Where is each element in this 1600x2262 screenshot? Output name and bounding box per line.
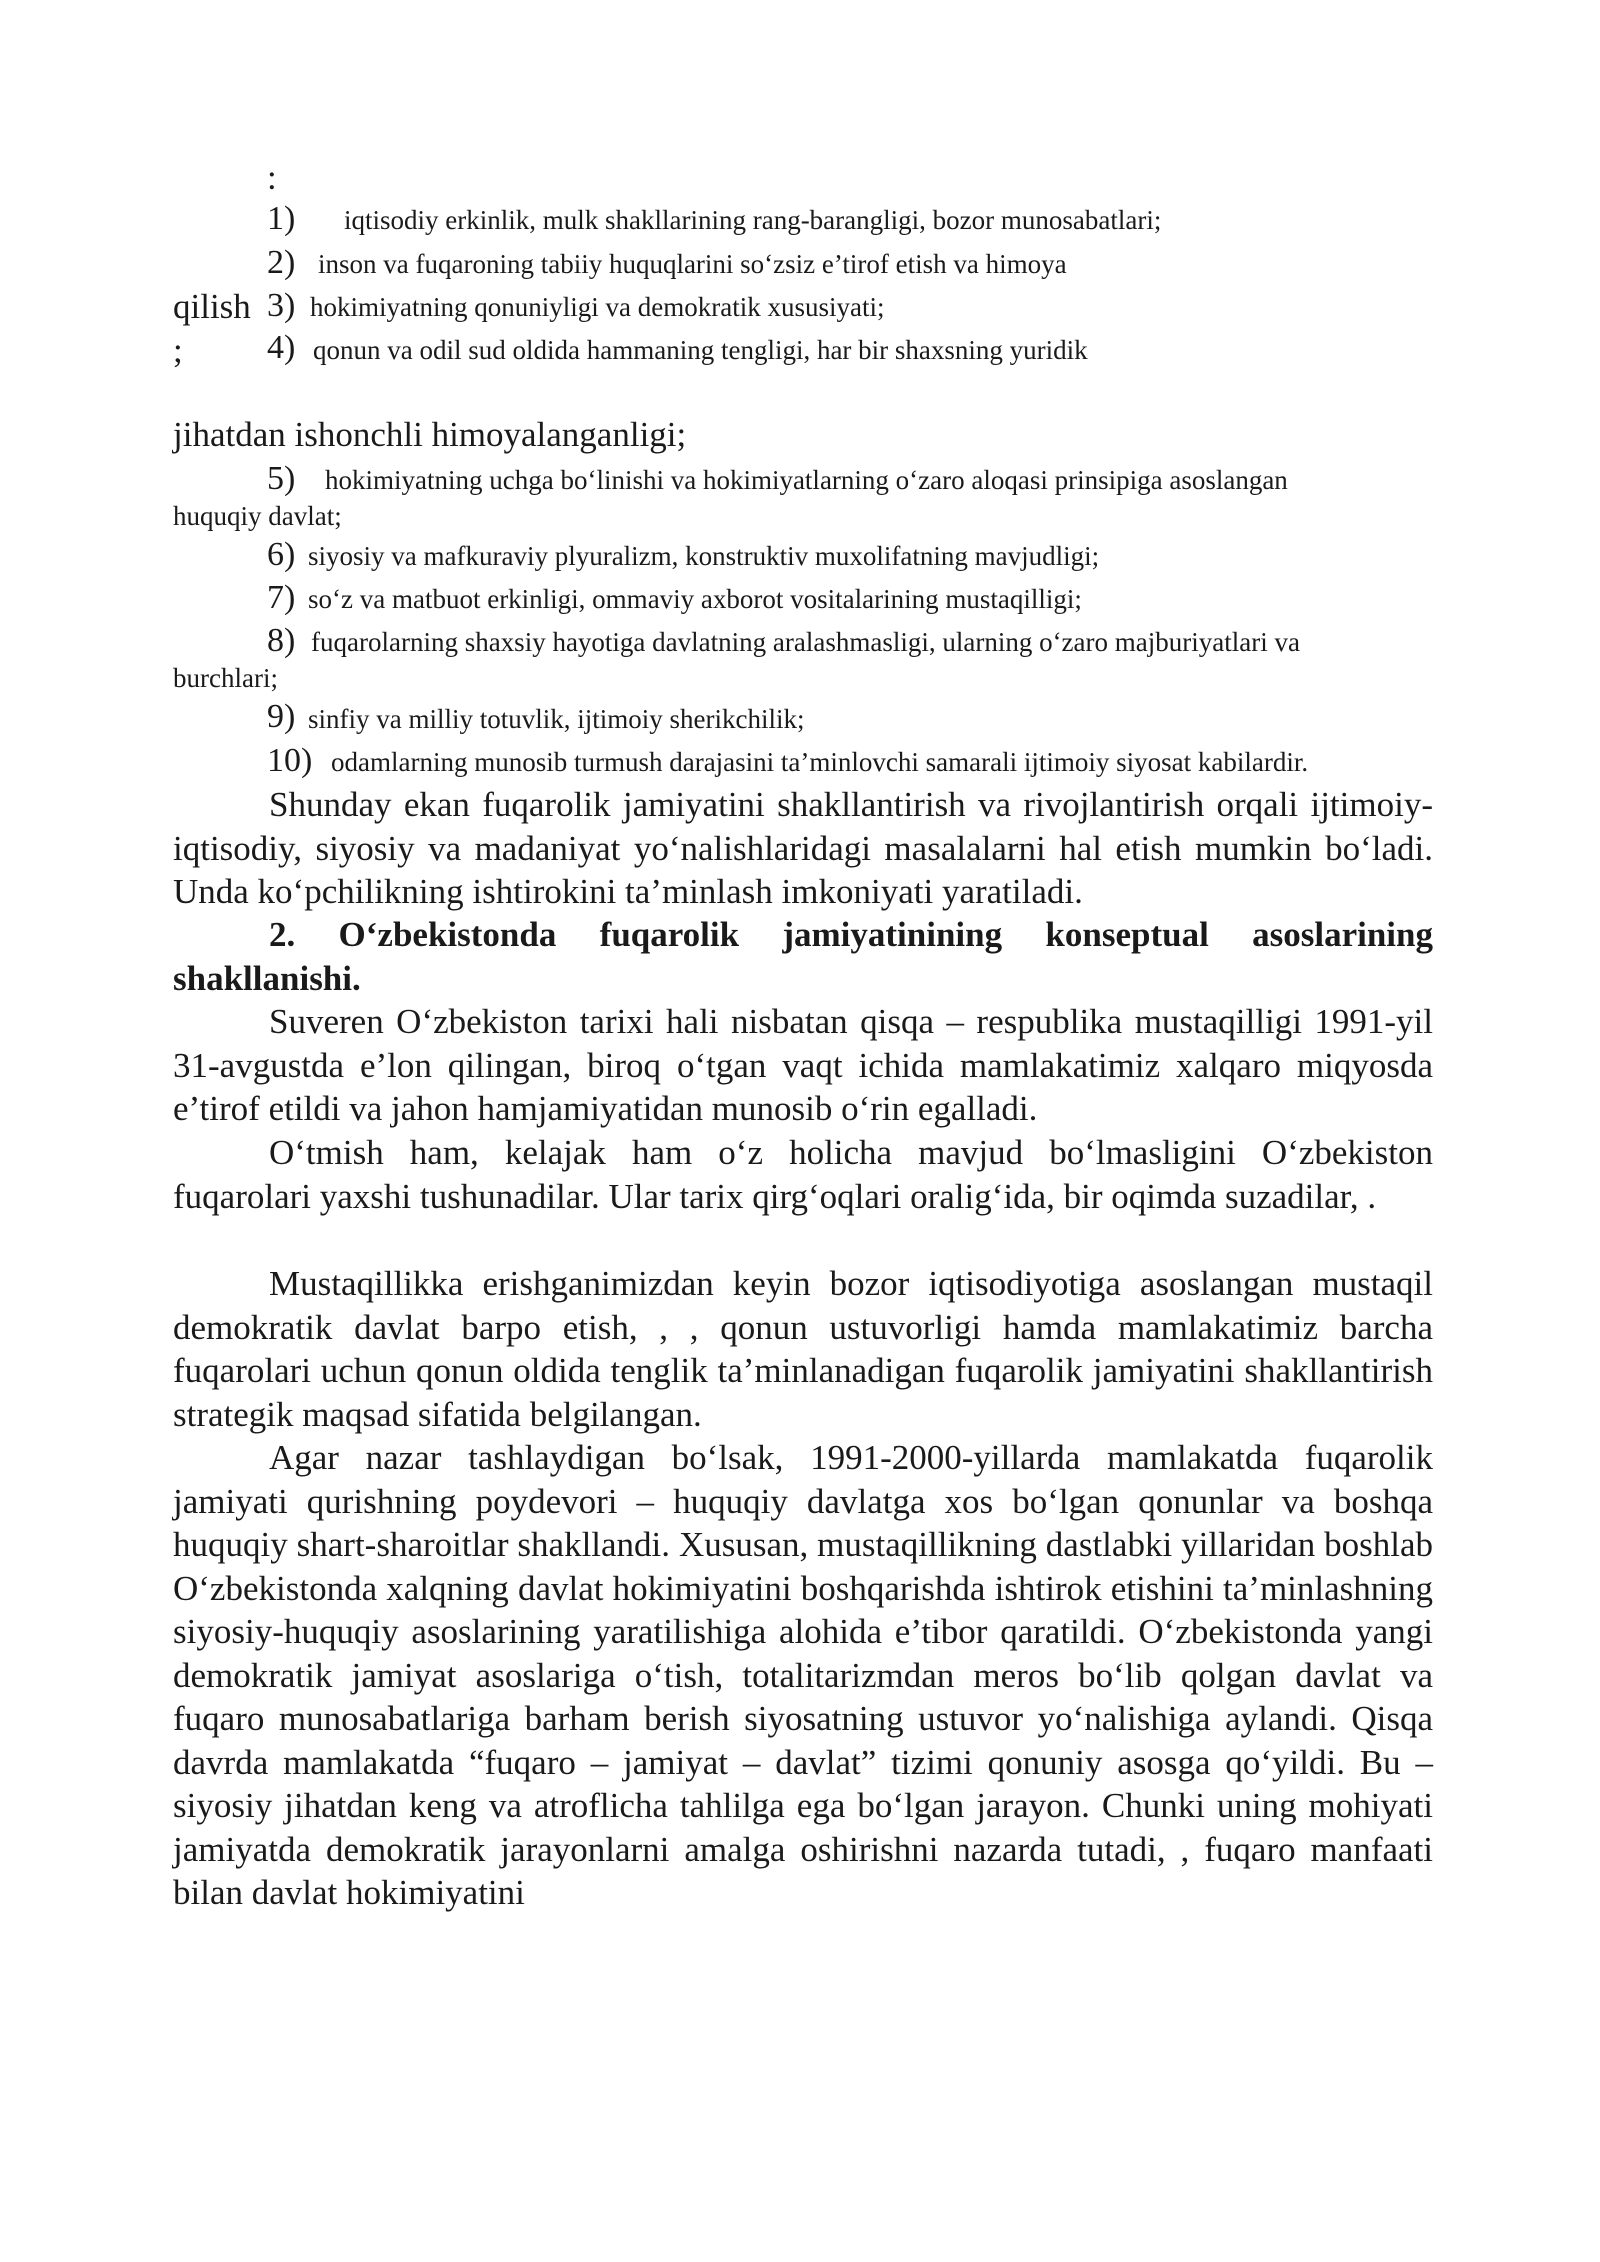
list-number: 4) <box>267 329 296 366</box>
list-intro-colon: : <box>267 158 277 197</box>
list-item-text: iqtisodiy erkinlik, mulk shakllarining rang-barangligi, bozor munosabatlari; <box>344 205 1162 235</box>
list-number: 10) <box>267 742 313 779</box>
body-paragraph: O‘tmish ham, kelajak ham o‘z holicha mavjud bo‘lmasligini O‘zbekiston fuqarolari yaxshi tushunadilar. Ular tarix qirg‘oqlari oralig‘ida, bir oqimda suzadilar, . <box>173 1133 1433 1216</box>
margin-fragment-semicolon: ; <box>173 331 183 370</box>
list-item-text: siyosiy va mafkuraviy plyuralizm, konstruktiv muxolifatning mavjudligi; <box>308 541 1100 571</box>
list-item-continuation: jihatdan ishonchli himoyalanganligi; <box>173 415 687 454</box>
list-item-text: inson va fuqaroning tabiiy huquqlarini so‘zsiz e’tirof etish va himoya <box>318 249 1067 279</box>
list-item-text: qonun va odil sud oldida hammaning tengligi, har bir shaxsning yuridik <box>313 335 1088 365</box>
list-number: 9) <box>267 698 296 735</box>
list-number: 2) <box>267 244 296 281</box>
list-number: 1) <box>267 200 296 237</box>
list-item-text: hokimiyatning qonuniyligi va demokratik xususiyati; <box>310 292 885 322</box>
list-number: 7) <box>267 579 296 616</box>
list-number: 5) <box>267 460 296 497</box>
list-item-continuation: huquqiy davlat; <box>173 501 342 531</box>
list-item-text: hokimiyatning uchga bo‘linishi va hokimiyatlarning o‘zaro aloqasi prinsipiga asoslangan <box>325 465 1288 495</box>
body-paragraph: Mustaqillikka erishganimizdan keyin bozor iqtisodiyotiga asoslangan mustaqil demokratik davlat barpo etish, , , qonun ustuvorligi hamda mamlakatimiz barcha fuqarolari uchun qonun oldida tenglik ta’minlanadigan fuqarolik jamiyatini shakllantirish strategik maqsad sifatida belgilangan. <box>173 1264 1433 1434</box>
body-paragraph: Agar nazar tashlaydigan bo‘lsak, 1991-2000-yillarda mamlakatda fuqarolik jamiyati qurishning poydevori – huquqiy davlatga xos bo‘lgan qonunlar va boshqa huquqiy shart-sharoitlar shakllandi. Xususan, mustaqillikning dastlabki yillaridan boshlab O‘zbekistonda xalqning davlat hokimiyatini boshqarishda ishtirok etishini ta’minlashning siyosiy-huquqiy asoslarining yaratilishiga alohida e’tibor qaratildi. O‘zbekistonda yangi demokratik jamiyat asoslariga o‘tish, totalitarizmdan meros bo‘lib qolgan davlat va fuqaro munosabatlariga barham berish siyosatning ustuvor yo‘nalishiga aylandi. Qisqa davrda mamlakatda “fuqaro – jamiyat – davlat” tizimi qonuniy asosga qo‘yildi. Bu – siyosiy jihatdan keng va atroflicha tahlilga ega bo‘lgan jarayon. Chunki uning mohiyati jamiyatda demokratik jarayonlarni amalga oshirishni nazarda tutadi, , fuqaro manfaati bilan davlat hokimiyatini <box>173 1438 1433 1912</box>
list-item-text: odamlarning munosib turmush darajasini ta’minlovchi samarali ijtimoiy siyosat kabilardir. <box>331 747 1309 777</box>
list-item-continuation: burchlari; <box>173 663 278 693</box>
body-paragraph: Suveren O‘zbekiston tarixi hali nisbatan qisqa – respublika mustaqilligi 1991-yil 31-avgustda e’lon qilingan, biroq o‘tgan vaqt ichida mamlakatimiz xalqaro miqyosda e’tirof etildi va jahon hamjamiyatidan munosib o‘rin egalladi. <box>173 1002 1433 1128</box>
section-heading: 2. O‘zbekistonda fuqarolik jamiyatinining konseptual asoslarining shakllanishi. <box>173 915 1433 998</box>
list-item-text: fuqarolarning shaxsiy hayotiga davlatning aralashmasligi, ularning o‘zaro majburiyatlari va <box>311 627 1300 657</box>
list-number: 8) <box>267 622 296 659</box>
list-item-text: so‘z va matbuot erkinligi, ommaviy axborot vositalarining mustaqilligi; <box>308 584 1082 614</box>
list-item-text: sinfiy va milliy totuvlik, ijtimoiy sherikchilik; <box>308 704 805 734</box>
margin-fragment-qilish: qilish <box>173 287 251 326</box>
list-number: 3) <box>267 287 296 324</box>
list-number: 6) <box>267 536 296 573</box>
body-paragraph: Shunday ekan fuqarolik jamiyatini shakllantirish va rivojlantirish orqali ijtimoiy-iqtisodiy, siyosiy va madaniyat yo‘nalishlaridagi masalalarni hal etish mumkin bo‘ladi. Unda ko‘pchilikning ishtirokini ta’minlash imkoniyati yaratiladi. <box>173 785 1433 911</box>
